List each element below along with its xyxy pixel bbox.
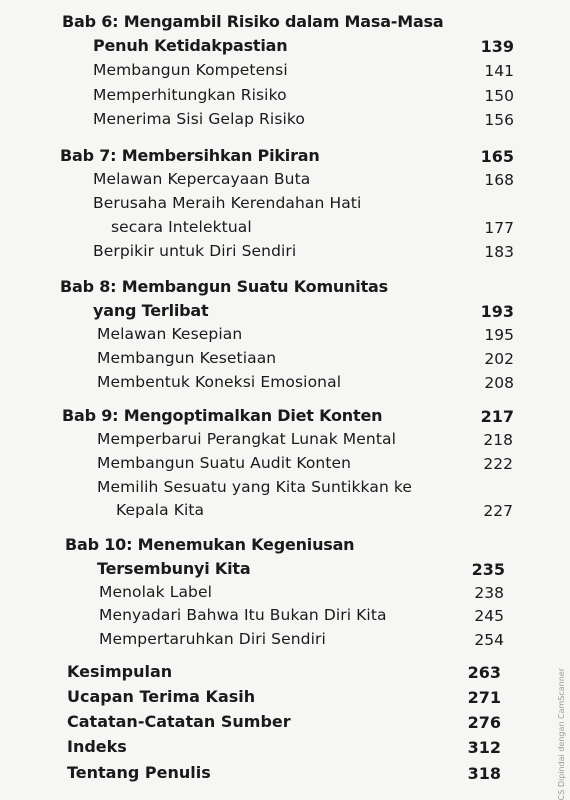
section-page-number: 208	[484, 374, 514, 392]
chapter-title: Bab 9: Mengoptimalkan Diet Konten	[62, 406, 383, 425]
back-matter-page-number: 263	[467, 663, 501, 682]
section-page-number: 183	[484, 243, 514, 261]
section-title: Menyadari Bahwa Itu Bukan Diri Kita	[99, 606, 387, 624]
chapter-page-number: 235	[471, 560, 505, 579]
section-title: Membangun Kesetiaan	[97, 349, 277, 367]
chapter-title: yang Terlibat	[93, 301, 209, 320]
section-title: Menolak Label	[99, 583, 213, 601]
chapter-title: Bab 6: Mengambil Risiko dalam Masa-Masa	[62, 12, 444, 31]
section-title: Mempertaruhkan Diri Sendiri	[99, 630, 326, 648]
section-page-number: 238	[474, 584, 504, 602]
chapter-page-number: 217	[480, 407, 514, 426]
section-title: Melawan Kepercayaan Buta	[93, 170, 311, 188]
back-matter-title: Tentang Penulis	[67, 763, 211, 782]
chapter-page-number: 193	[480, 302, 514, 321]
scanner-watermark-text: CS Dipindai dengan CamScanner	[557, 668, 566, 800]
section-page-number: 141	[484, 62, 514, 80]
chapter-title: Tersembunyi Kita	[97, 559, 251, 578]
chapter-page-number: 139	[480, 37, 514, 56]
section-title: Melawan Kesepian	[97, 325, 243, 343]
scanner-watermark	[557, 668, 566, 800]
back-matter-page-number: 271	[467, 688, 501, 707]
chapter-title: Bab 10: Menemukan Kegeniusan	[65, 535, 355, 554]
section-title: Berpikir untuk Diri Sendiri	[93, 242, 297, 260]
back-matter-title: Indeks	[67, 737, 127, 756]
back-matter-page-number: 276	[467, 713, 501, 732]
chapter-page-number: 165	[480, 147, 514, 166]
section-page-number: 254	[474, 631, 504, 649]
section-title: Membangun Suatu Audit Konten	[97, 454, 352, 472]
section-title: Kepala Kita	[116, 501, 205, 519]
back-matter-page-number: 312	[467, 738, 501, 757]
back-matter-title: Kesimpulan	[67, 662, 173, 681]
section-page-number: 177	[484, 219, 514, 237]
section-page-number: 218	[483, 431, 513, 449]
section-page-number: 222	[483, 455, 513, 473]
back-matter-title: Ucapan Terima Kasih	[67, 687, 256, 706]
section-page-number: 202	[484, 350, 514, 368]
chapter-title: Bab 7: Membersihkan Pikiran	[60, 146, 320, 165]
back-matter-title: Catatan-Catatan Sumber	[67, 712, 291, 731]
section-title: Memperbarui Perangkat Lunak Mental	[97, 430, 397, 448]
section-title: Menerima Sisi Gelap Risiko	[93, 110, 306, 128]
back-matter-page-number: 318	[467, 764, 501, 783]
section-page-number: 195	[484, 326, 514, 344]
chapter-title: Bab 8: Membangun Suatu Komunitas	[60, 277, 388, 296]
section-page-number: 245	[474, 607, 504, 625]
chapter-title: Penuh Ketidakpastian	[93, 36, 288, 55]
section-title: Membangun Kompetensi	[93, 61, 288, 79]
section-title: secara Intelektual	[111, 218, 252, 236]
section-title: Memilih Sesuatu yang Kita Suntikkan ke	[97, 478, 413, 496]
section-page-number: 150	[484, 87, 514, 105]
section-title: Berusaha Meraih Kerendahan Hati	[93, 194, 362, 212]
section-page-number: 156	[484, 111, 514, 129]
section-page-number: 227	[483, 502, 513, 520]
section-title: Memperhitungkan Risiko	[93, 86, 287, 104]
section-page-number: 168	[484, 171, 514, 189]
section-title: Membentuk Koneksi Emosional	[97, 373, 342, 391]
